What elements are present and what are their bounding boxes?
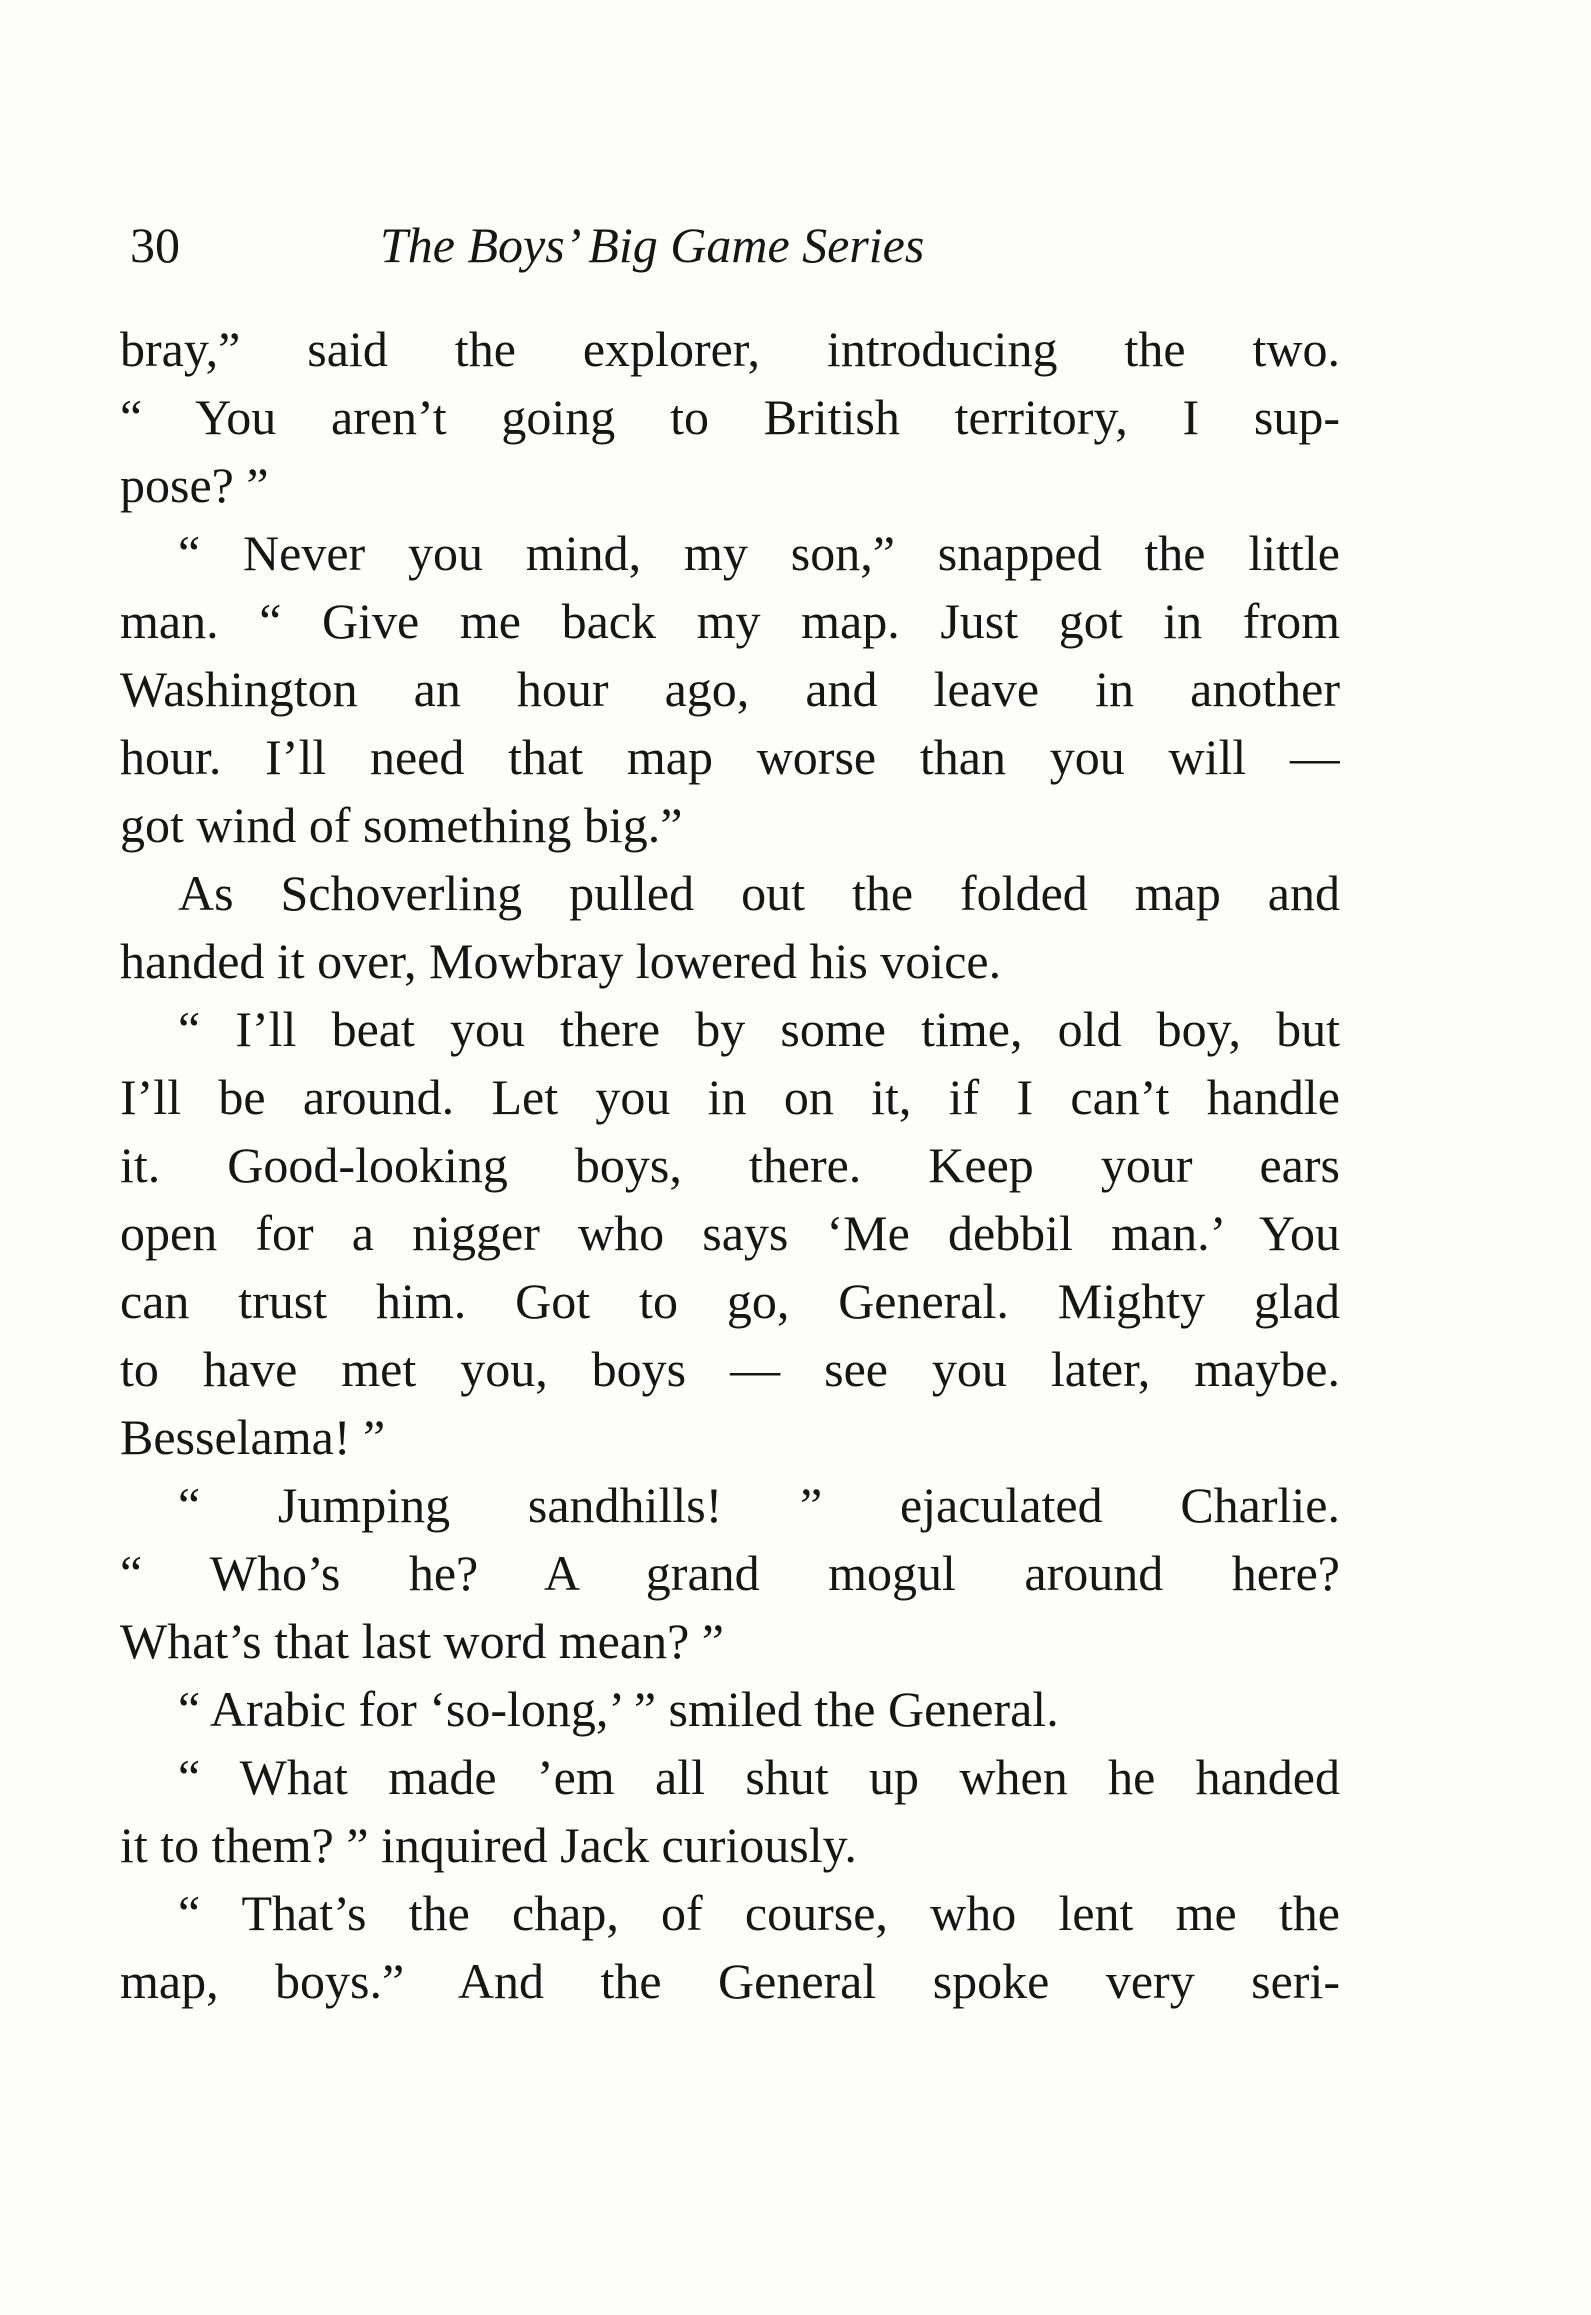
text-line: “ I’ll beat you there by some time, old boy, but: [178, 1001, 1340, 1057]
text-line: Washington an hour ago, and leave in another: [120, 661, 1340, 717]
text-line: I’ll be around. Let you in on it, if I can’t handle: [120, 1069, 1340, 1125]
text-line: Besselama! ”: [120, 1409, 386, 1465]
text-line: “ You aren’t going to British territory, I sup-: [120, 389, 1340, 445]
text-line: “ What made ’em all shut up when he handed: [178, 1749, 1340, 1805]
text-line: map, boys.” And the General spoke very seri-: [120, 1953, 1340, 2009]
text-line: “ Who’s he? A grand mogul around here?: [120, 1545, 1340, 1601]
text-line: bray,” said the explorer, introducing the two.: [120, 321, 1340, 377]
text-line: “ Jumping sandhills! ” ejaculated Charlie.: [178, 1477, 1340, 1533]
text-line: to have met you, boys — see you later, maybe.: [120, 1341, 1340, 1397]
text-line: handed it over, Mowbray lowered his voice.: [120, 933, 1002, 989]
running-head: [120, 205, 1340, 285]
text-line: can trust him. Got to go, General. Mighty glad: [120, 1273, 1340, 1329]
text-line: As Schoverling pulled out the folded map and: [178, 865, 1340, 921]
text-line: it to them? ” inquired Jack curiously.: [120, 1817, 857, 1873]
page-number: 30: [130, 217, 180, 273]
text-line: “ Arabic for ‘so-long,’ ” smiled the General.: [178, 1681, 1059, 1737]
text-line: it. Good-looking boys, there. Keep your ears: [120, 1137, 1340, 1193]
text-line: hour. I’ll need that map worse than you will —: [120, 729, 1340, 785]
text-line: “ That’s the chap, of course, who lent me the: [178, 1885, 1340, 1941]
text-line: What’s that last word mean? ”: [120, 1613, 724, 1669]
text-line: pose? ”: [120, 457, 269, 513]
text-line: “ Never you mind, my son,” snapped the little: [178, 525, 1340, 581]
text-line: man. “ Give me back my map. Just got in from: [120, 593, 1340, 649]
text-line: got wind of something big.”: [120, 797, 683, 853]
text-line: open for a nigger who says ‘Me debbil man.’ You: [120, 1205, 1340, 1261]
running-title: The Boys’ Big Game Series: [380, 217, 925, 273]
body-text: [120, 315, 1340, 2015]
